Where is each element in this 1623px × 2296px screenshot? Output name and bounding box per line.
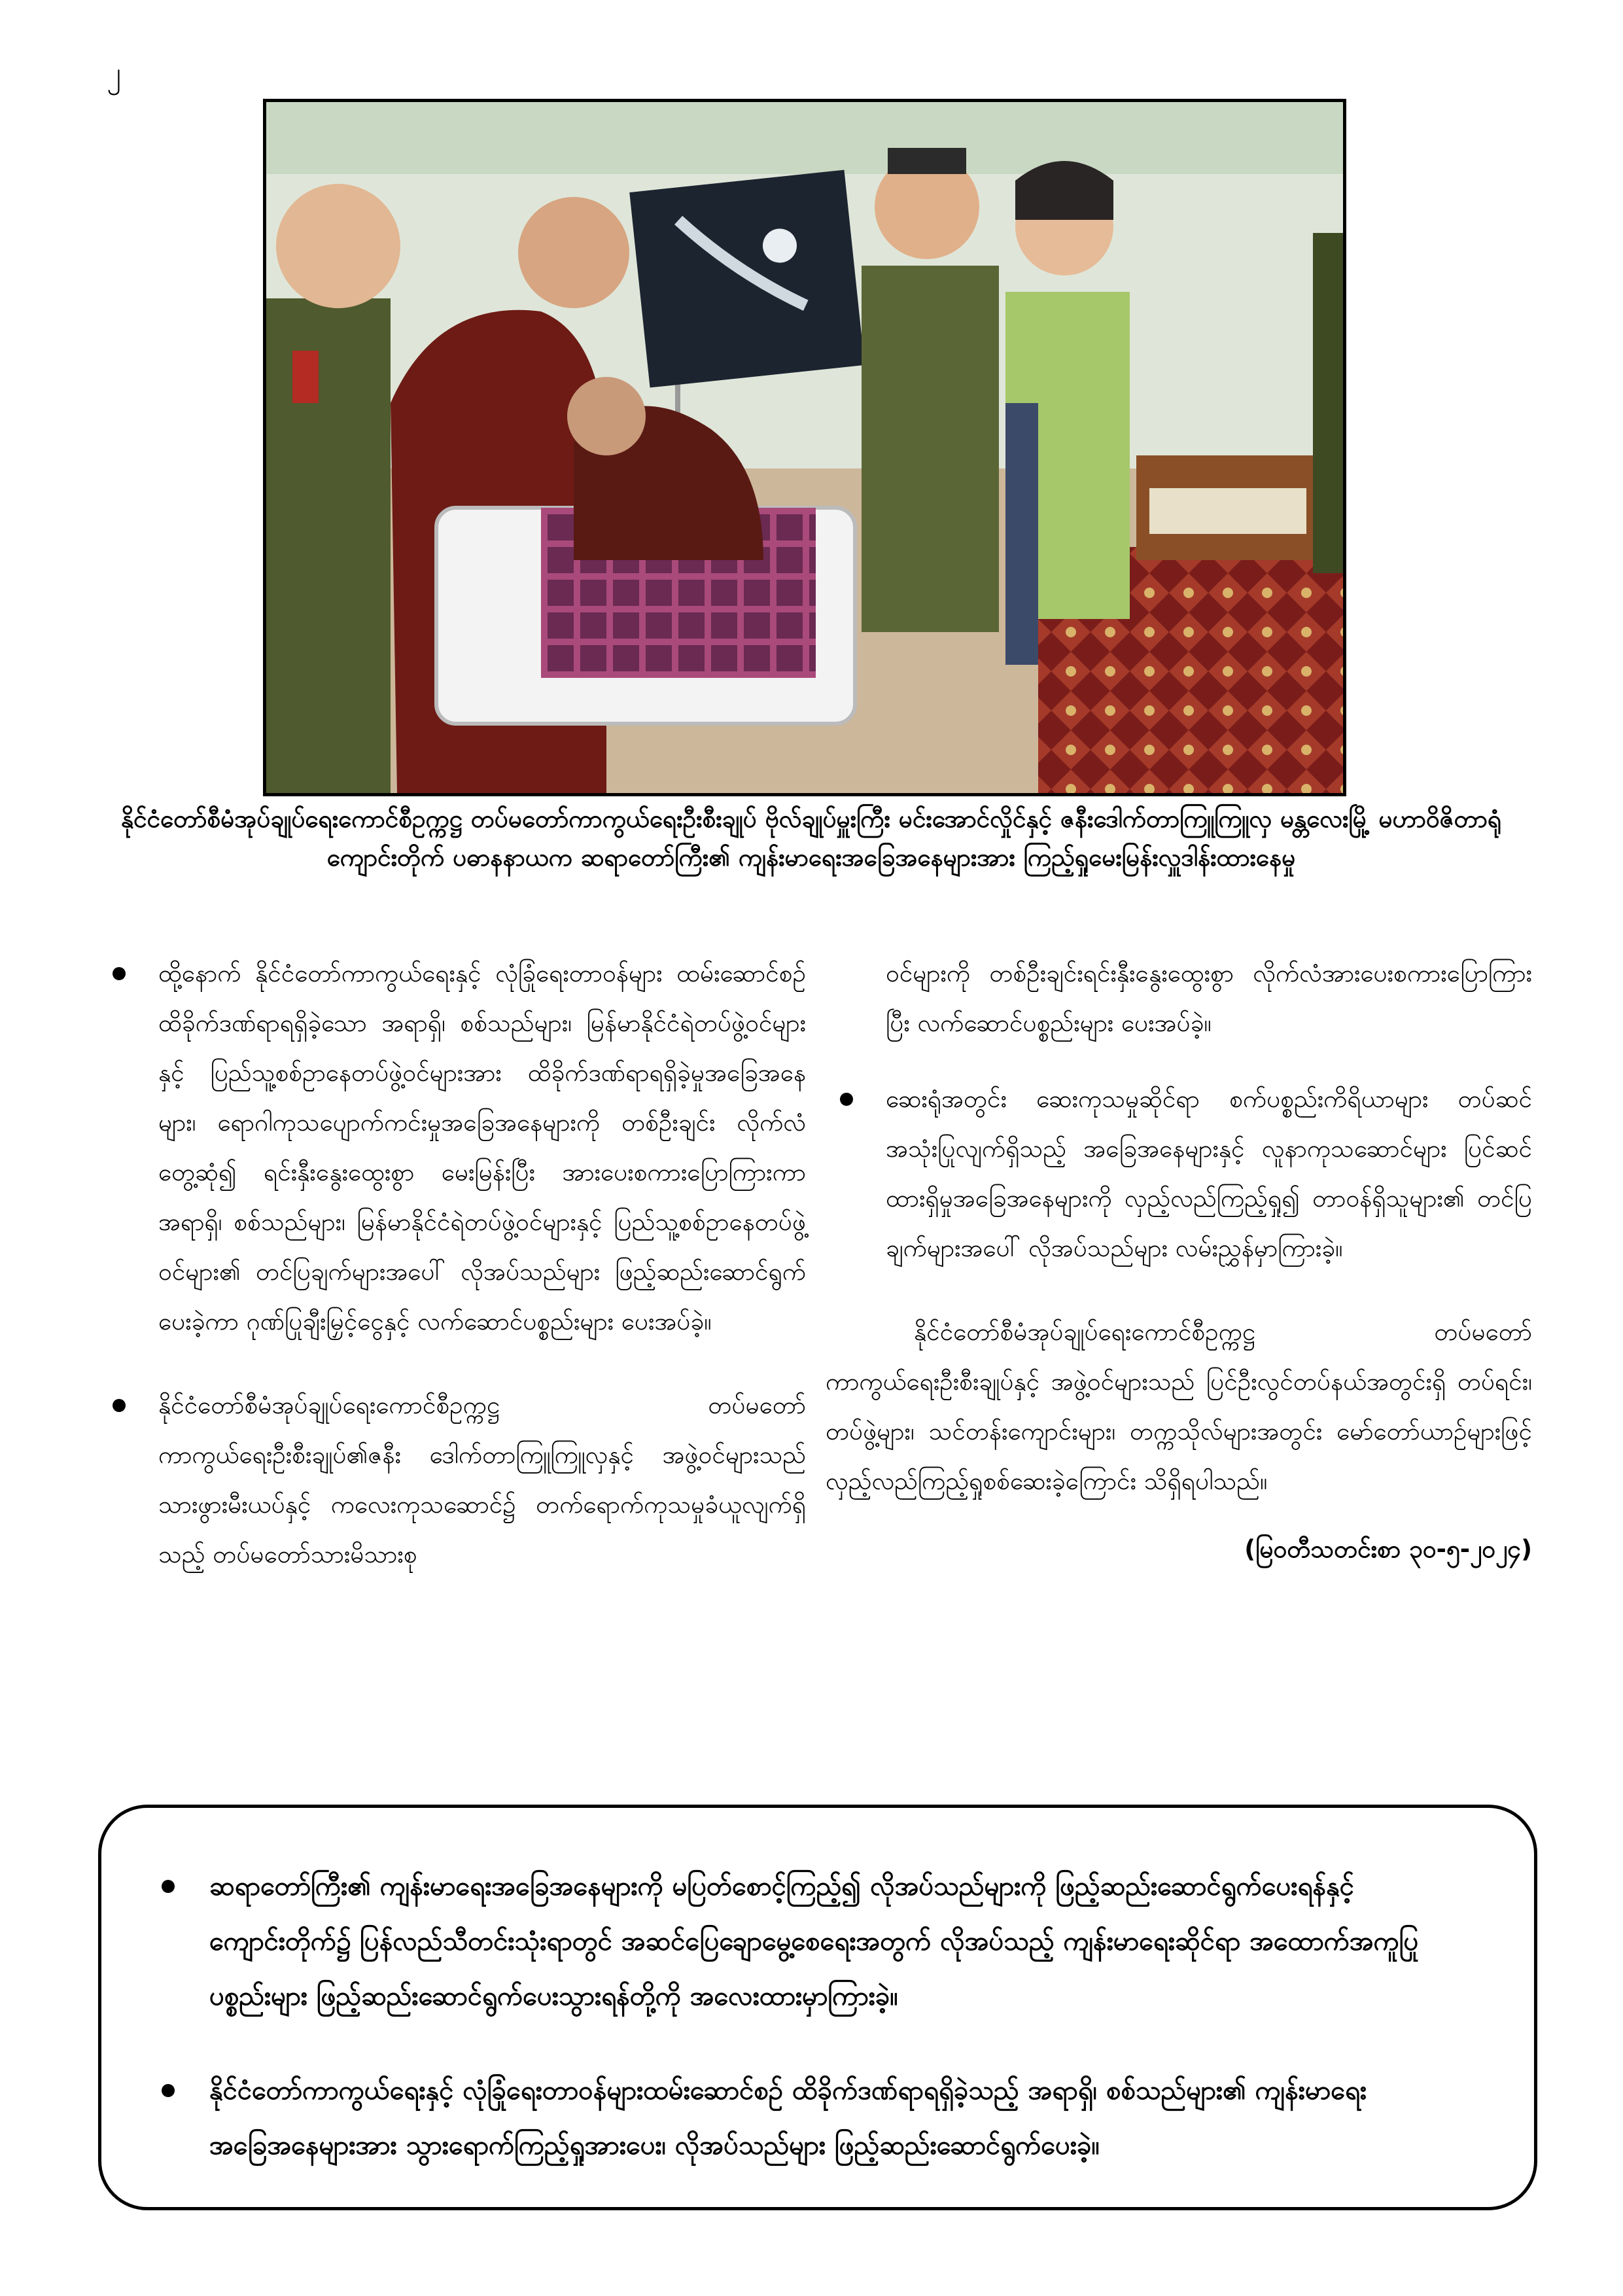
article-bullet: ဆေးရုံအတွင်း ဆေးကုသမှုဆိုင်ရာ စက်ပစ္စည်းကိရိယာများ တပ်ဆင်အသုံးပြုလျက်ရှိသည့် အခြေအနေများနှင့် လူနာကုသဆောင်များ ပြင်ဆင်ထားရှိမှုအခြေအနေများကို လှည့်လည်ကြည့်ရှု၍ တာဝန်ရှိသူများ၏ တင်ပြချက်များအပေါ် လိုအပ်သည်များ လမ်းညွှန်မှာကြားခဲ့။ [826, 1074, 1532, 1273]
article-paragraph: နိုင်ငံတော်စီမံအုပ်ချုပ်ရေးကောင်စီဥက္ကဋ္ဌ တပ်မတော်ကာကွယ်ရေးဦးစီးချုပ်နှင့် အဖွဲ့ဝင်များသည် ပြင်ဦးလွင်တပ်နယ်အတွင်းရှိ တပ်ရင်း၊ တပ်ဖွဲ့များ၊ သင်တန်းကျောင်းများ၊ တက္ကသိုလ်များအတွင်း မော်တော်ယာဉ်များဖြင့် လှည့်လည်ကြည့်ရှုစစ်ဆေးခဲ့ကြောင်း သိရှိရပါသည်။ [826, 1318, 1532, 1495]
photo-caption: နိုင်ငံတော်စီမံအုပ်ချုပ်ရေးကောင်စီဥက္ကဋ္ဌ တပ်မတော်ကာကွယ်ရေးဦးစီးချုပ် ဗိုလ်ချုပ်မှူးကြီး မင်းအောင်လှိုင်နှင့် ဇနီးဒေါက်တာကြူကြူလှ မန္တလေးမြို့ မဟာဝိဇိတာရုံကျောင်းတိုက် ပဓာနနာယက ဆရာတော်ကြီး၏ ကျန်းမာရေးအခြေအနေများအား ကြည့်ရှုမေးမြန်းလှူဒါန်းထားနေမှု [120, 805, 1502, 872]
news-photo [263, 99, 1346, 796]
news-source: (မြဝတီသတင်းစာ ၃၀-၅-၂၀၂၄) [1244, 1535, 1532, 1563]
summary-item: ဆရာတော်ကြီး၏ ကျန်းမာရေးအခြေအနေများကို မပြတ်စောင့်ကြည့်၍ လိုအပ်သည်များကို ဖြည့်ဆည်းဆောင်ရွက်ပေးရန်နှင့် ကျောင်းတိုက်၌ ပြန်လည်သီတင်းသုံးရာတွင် အဆင်ပြေချောမွေ့စေရေးအတွက် လိုအပ်သည့် ကျန်းမာရေးဆိုင်ရာ အထောက်အကူပြုပစ္စည်းများ ဖြည့်ဆည်းဆောင်ရွက်ပေးသွားရန်တို့ကို အလေးထားမှာကြားခဲ့။ [147, 1859, 1475, 2024]
right-column [826, 949, 1532, 1574]
left-column [98, 949, 806, 1614]
summary-box [98, 1805, 1537, 2210]
photo-hospital-visit-icon [266, 102, 1343, 793]
article-bullet: နိုင်ငံတော်စီမံအုပ်ချုပ်ရေးကောင်စီဥက္ကဋ္ဌ တပ်မတော်ကာကွယ်ရေးဦးစီးချုပ်၏ဇနီး ဒေါက်တာကြူကြူလှနှင့် အဖွဲ့ဝင်များသည် သားဖွားမီးယပ်နှင့် ကလေးကုသဆောင်၌ တက်ရောက်ကုသမှုခံယူလျက်ရှိသည့် တပ်မတော်သားမိသားစု [98, 1381, 806, 1580]
article-bullet: ထို့နောက် နိုင်ငံတော်ကာကွယ်ရေးနှင့် လုံခြုံရေးတာဝန်များ ထမ်းဆောင်စဉ် ထိခိုက်ဒဏ်ရာရရှိခဲ့သော အရာရှိ၊ စစ်သည်များ၊ မြန်မာနိုင်ငံရဲတပ်ဖွဲ့ဝင်များနှင့် ပြည်သူ့စစ်ဥာနေတပ်ဖွဲ့ဝင်များအား ထိခိုက်ဒဏ်ရာရရှိခဲ့မှုအခြေအနေများ၊ ရောဂါကုသပျောက်ကင်းမှုအခြေအနေများကို တစ်ဦးချင်း လိုက်လံတွေ့ဆုံ၍ ရင်းနှီးနွေးထွေးစွာ မေးမြန်းပြီး အားပေးစကားပြောကြားကာ အရာရှိ၊ စစ်သည်များ၊ မြန်မာနိုင်ငံရဲတပ်ဖွဲ့ဝင်များနှင့် ပြည်သူ့စစ်ဥာနေတပ်ဖွဲ့ဝင်များ၏ တင်ပြချက်များအပေါ် လိုအပ်သည်များ ဖြည့်ဆည်းဆောင်ရွက်ပေးခဲ့ကာ ဂုဏ်ပြုချီးမြှင့်ငွေနှင့် လက်ဆောင်ပစ္စည်းများ ပေးအပ်ခဲ့။ [98, 949, 806, 1347]
bullet-continuation: ဝင်များကို တစ်ဦးချင်းရင်းနှီးနွေးထွေးစွာ လိုက်လံအားပေးစကားပြောကြားပြီး လက်ဆောင်ပစ္စည်းများ ပေးအပ်ခဲ့။ [886, 959, 1532, 1037]
page-number: ၂ [107, 56, 121, 90]
summary-item: နိုင်ငံတော်ကာကွယ်ရေးနှင့် လုံခြုံရေးတာဝန်များထမ်းဆောင်စဉ် ထိခိုက်ဒဏ်ရာရရှိခဲ့သည့် အရာရှိ၊ စစ်သည်များ၏ ကျန်းမာရေးအခြေအနေများအား သွားရောက်ကြည့်ရှုအားပေး၊ လိုအပ်သည်များ ဖြည့်ဆည်းဆောင်ရွက်ပေးခဲ့။ [147, 2063, 1475, 2173]
